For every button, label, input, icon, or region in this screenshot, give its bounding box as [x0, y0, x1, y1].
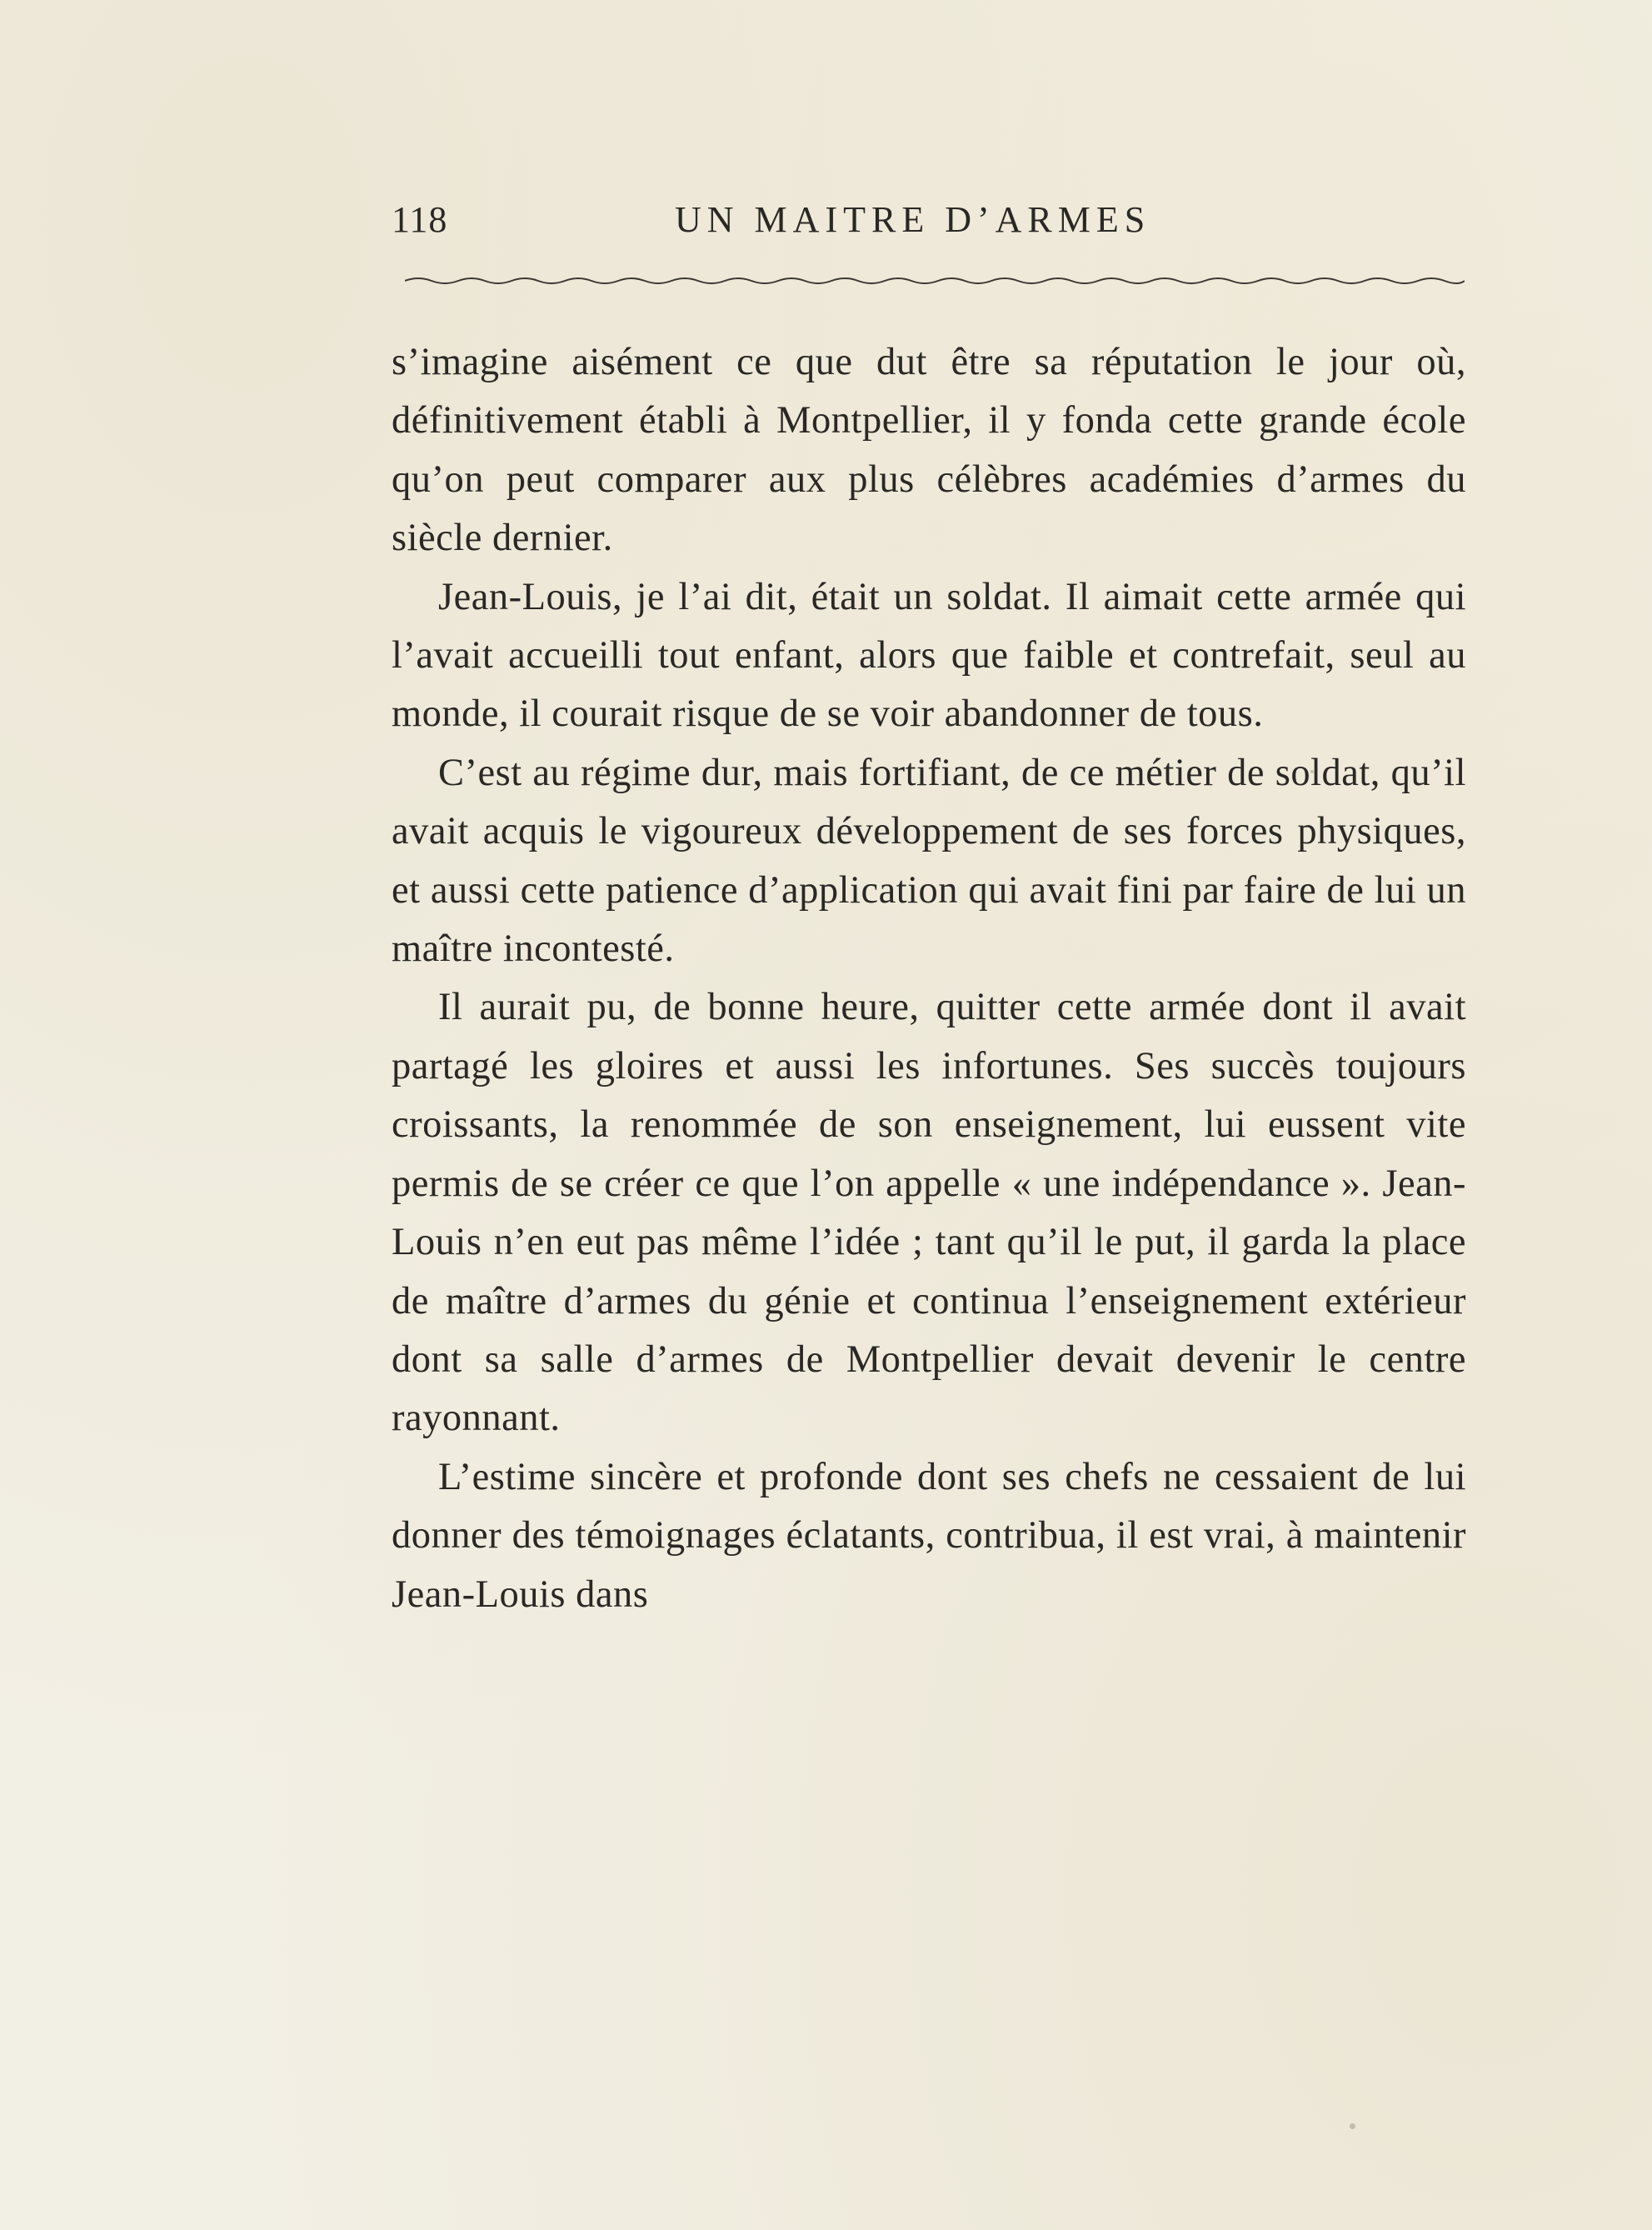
running-head [392, 190, 1466, 250]
paragraph: L’estime sincère et profonde dont ses chefs ne cessaient de lui donner des témoignages éclatants, contribua, il est vrai, à maintenir Jean-Louis dans [392, 1455, 1466, 1616]
paragraph: s’imagine aisément ce que dut être sa réputation le jour où, définitivement établi à Montpellier, il y fonda cette grande école qu’on peut comparer aux plus célèbres académies d’armes du siècle dernier. [392, 341, 1466, 560]
paragraph: Il aurait pu, de bonne heure, quitter cette armée dont il avait partagé les gloires et aussi les infortunes. Ses succès toujours croissants, la renommée de son enseignement, lui eussent vite permis de se créer ce que l’on appelle « une indépendance ». Jean-Louis n’en eut pas même l’idée ; tant qu’il le put, il garda la place de maître d’armes du génie et continua l’enseignement extérieur dont sa salle d’armes de Montpellier devait devenir le centre rayonnant. [392, 986, 1466, 1440]
running-title: UN MAITRE D’ARMES [675, 199, 1151, 240]
paragraph: Jean-Louis, je l’ai dit, était un soldat. Il aimait cette armée qui l’avait accueilli tout enfant, alors que faible et contrefait, seul au monde, il courait risque de se voir abandonner de tous. [392, 575, 1466, 736]
paragraph: C’est au régime dur, mais fortifiant, de ce métier de soldat, qu’il avait acquis le vigoureux développement de ses forces physiques, et aussi cette patience d’application qui avait fini par faire de lui un maître incontesté. [392, 751, 1466, 971]
paper-speck [1350, 2123, 1355, 2129]
body-text [392, 333, 1466, 1624]
page-number: 118 [392, 199, 448, 240]
ornamental-rule [405, 275, 1465, 287]
